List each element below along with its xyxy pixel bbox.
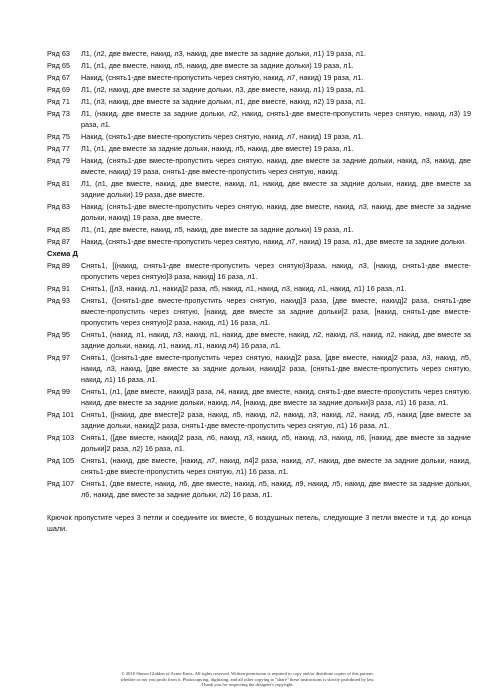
closing-paragraph: Крючок пропустите через 3 петли и соедините их вместе, 6 воздушных петель, следующие 3 петли вместе и т.д. до конца шали. [47, 513, 471, 533]
row-label: Ряд 95 [47, 330, 70, 339]
row-label: Ряд 97 [47, 353, 70, 362]
row-label: Ряд 89 [47, 261, 70, 270]
row-label: Ряд 75 [47, 132, 70, 141]
footer-line: whether or not you profit from it. Photocopying, digitizing, and all other copying to "share" these instructions is strictly prohibited by law. [120, 676, 375, 682]
pattern-row [47, 409, 471, 431]
scheme-heading: Схема Д [47, 249, 78, 258]
row-instructions: Накид, (снять1-две вместе-пропустить через снятую, накид, две вместе, накид, л3, накид, две вместе за задние дольки, накид) 19 раза, две вместе. [81, 202, 471, 222]
row-label: Ряд 103 [47, 433, 75, 442]
row-instructions: Л1, (л1, две вместе, накид, две вместе, накид, л1, накид, две вместе за задние дольки, накид, две вместе за задние дольки) 19 раза, две вместе. [81, 179, 471, 199]
row-label: Ряд 99 [47, 387, 70, 396]
pattern-row [47, 131, 471, 142]
row-instructions: Накид, (снять1-две вместе-пропустить через снятую, накид, л7, накид) 19 раза, л1. [81, 73, 364, 82]
row-label: Ряд 91 [47, 284, 70, 293]
row-label: Ряд 107 [47, 479, 75, 488]
pattern-row [47, 60, 471, 71]
pattern-row [47, 96, 471, 107]
row-instructions: Снять1, [(накид, снять1-две вместе-пропустить через снятую)3раза, накид, л3, [накид, снять1-две вместе-пропустить через снятую]3 раза, накид] 16 раза, л1. [81, 261, 471, 281]
pattern-row [47, 432, 471, 454]
row-label: Ряд 81 [47, 179, 70, 188]
row-instructions: Накид, (снять1-две вместе-пропустить через снятую, накид, л7, накид) 19 раза, л1. [81, 132, 364, 141]
row-instructions: Накид, (снять1-две вместе-пропустить через снятую, накид, л7, накид) 19 раза, л1, две вместе за задние дольки. [81, 237, 467, 246]
rows-section-a [47, 48, 471, 247]
pattern-row [47, 143, 471, 154]
row-label: Ряд 63 [47, 49, 70, 58]
pattern-row [47, 386, 471, 408]
row-label: Ряд 71 [47, 97, 70, 106]
row-label: Ряд 87 [47, 237, 70, 246]
row-label: Ряд 79 [47, 156, 70, 165]
copyright-footer [40, 671, 455, 688]
pattern-row [47, 455, 471, 477]
pattern-row [47, 352, 471, 385]
row-instructions: Снять1, ([снять1-две вместе-пропустить через снятую, накид]2 раза, [две вместе, накид]2 раза, л3, накид, л5, накид, л3, накид, [две вместе за задние дольки, накид]2 раза, [снять1-две вместе-пропустить через снятую, накид, л1) 16 раза, л1. [81, 353, 471, 384]
row-instructions: Л1, (л1, две вместе за задние дольки, накид, л5, накид, две вместе) 19 раза, л1. [81, 144, 354, 153]
row-instructions: Л1, (л1, две вместе, накид, л5, накид, две вместе за задние дольки) 19 раза, л1. [81, 225, 354, 234]
row-label: Ряд 77 [47, 144, 70, 153]
row-label: Ряд 105 [47, 456, 75, 465]
row-label: Ряд 93 [47, 296, 70, 305]
pattern-row [47, 48, 471, 59]
row-label: Ряд 67 [47, 73, 70, 82]
row-instructions: Л1, (л2, две вместе, накид, л3, накид, две вместе за задние дольки, л1) 19 раза, л1. [81, 49, 367, 58]
pattern-row [47, 478, 471, 500]
row-instructions: Снять1, ([накид, две вместе]2 раза, накид, л5, накид, л2, накид, л3, накид, л2, накид, л5, накид [две вместе за задние дольки, накид]2 раза, снять1-две вместе-пропустить через снятую, л1) 16 раза, л1. [81, 410, 471, 430]
pattern-row [47, 329, 471, 351]
pattern-row [47, 72, 471, 83]
pattern-row [47, 260, 471, 282]
pattern-row [47, 178, 471, 200]
pattern-row [47, 155, 471, 177]
row-instructions: Снять1, ([две вместе, накид]2 раза, л6, накид, л3, накид, л5, накид, л3, накид, л6, [накид, две вместе за задние дольки]2 раза, л2) 16 раза, л1. [81, 433, 471, 453]
pattern-row [47, 283, 471, 294]
row-instructions: Снять1, ([л3, накид, л1, накид]2 раза, л5, накид, л1, накид, л3, накид, л1, накид, л1) 16 раза, л1. [81, 284, 407, 293]
footer-line: Thank you for respecting the designer's copyright. [201, 682, 294, 688]
row-instructions: Снять1, (накид, л1, накид, л3, накид, л1, накид, две вместе, накид, л2, накид, л3, накид, л2, накид, две вместе за задние дольки, накид, л1, накид, л1, накид л4) 16 раза, л1. [81, 330, 471, 350]
row-label: Ряд 83 [47, 202, 70, 211]
row-label: Ряд 101 [47, 410, 75, 419]
pattern-row [47, 224, 471, 235]
row-instructions: Снять1, (л1, [две вместе, накид]3 раза, л4, накид, две вместе, накид, снять1-две вместе-пропустить через снятую, накид, две вместе за задние дольки, накид, л4, [накид, две вместе за задние дольки]3 раза, л1) 16 раза, л1. [81, 387, 471, 407]
row-instructions: Снять1, ([снять1-две вместе-пропустить через снятую, накид]3 раза, [две вместе, накид]2 раза, снять1-две вместе-пропустить через снятую, [накид, две вместе за задние дольки]2 раза, [накид, снять1-две вместе-пропустить через снятую]2 раза, накид, л1) 16 раза, л1. [81, 296, 471, 327]
row-label: Ряд 65 [47, 61, 70, 70]
row-instructions: Л1, (л2, накид, две вместе за задние дольки, л3, две вместе, накид, л1) 19 раза, л1. [81, 85, 367, 94]
pattern-row [47, 295, 471, 328]
rows-section-b [47, 260, 471, 500]
row-instructions: Снять1, (накид, две вместе, [накид, л7, накид, л4]2 раза, накид, л7, накид, две вместе за задние дольки, накид, снять1-две вместе-пропустить через снятую, л1) 16 раза, л1. [81, 456, 471, 476]
pattern-row [47, 84, 471, 95]
pattern-row [47, 201, 471, 223]
row-label: Ряд 69 [47, 85, 70, 94]
pattern-row [47, 236, 471, 247]
row-instructions: Л1, (л3, накид, две вместе за задние дольки, л1, две вместе, накид, л2) 19 раза, л1. [81, 97, 367, 106]
row-label: Ряд 85 [47, 225, 70, 234]
row-instructions: Снять1, (две вместе, накид, л6, две вместе, накид, л5, накид, л9, накид, л5, накид, две вместе за задние дольки, л6, накид, две вместе за задние дольки, л2) 16 раза, л1. [81, 479, 471, 499]
row-instructions: Л1, (л1, две вместе, накид, л5, накид, две вместе за задние дольки) 19 раза, л1. [81, 61, 354, 70]
pattern-row [47, 108, 471, 130]
row-label: Ряд 73 [47, 109, 70, 118]
row-instructions: Накид, (снять1-две вместе-пропустить через снятую, накид, две вместе за задние дольки, накид, л3, накид, две вместе, накид) 19 раза, снять1-две вместе-пропустить через снятую, накид. [81, 156, 471, 176]
footer-line: © 2010 Shawn Glidden of Acme Knits. All rights reserved. Written permission is required to copy and/or distribute copies of this pattern, [121, 671, 374, 676]
row-instructions: Л1, (накид, две вместе за задние дольки, л2, накид, снять1-две вместе-пропустить через снятую, накид, л3) 19 раза, л1. [81, 109, 471, 129]
